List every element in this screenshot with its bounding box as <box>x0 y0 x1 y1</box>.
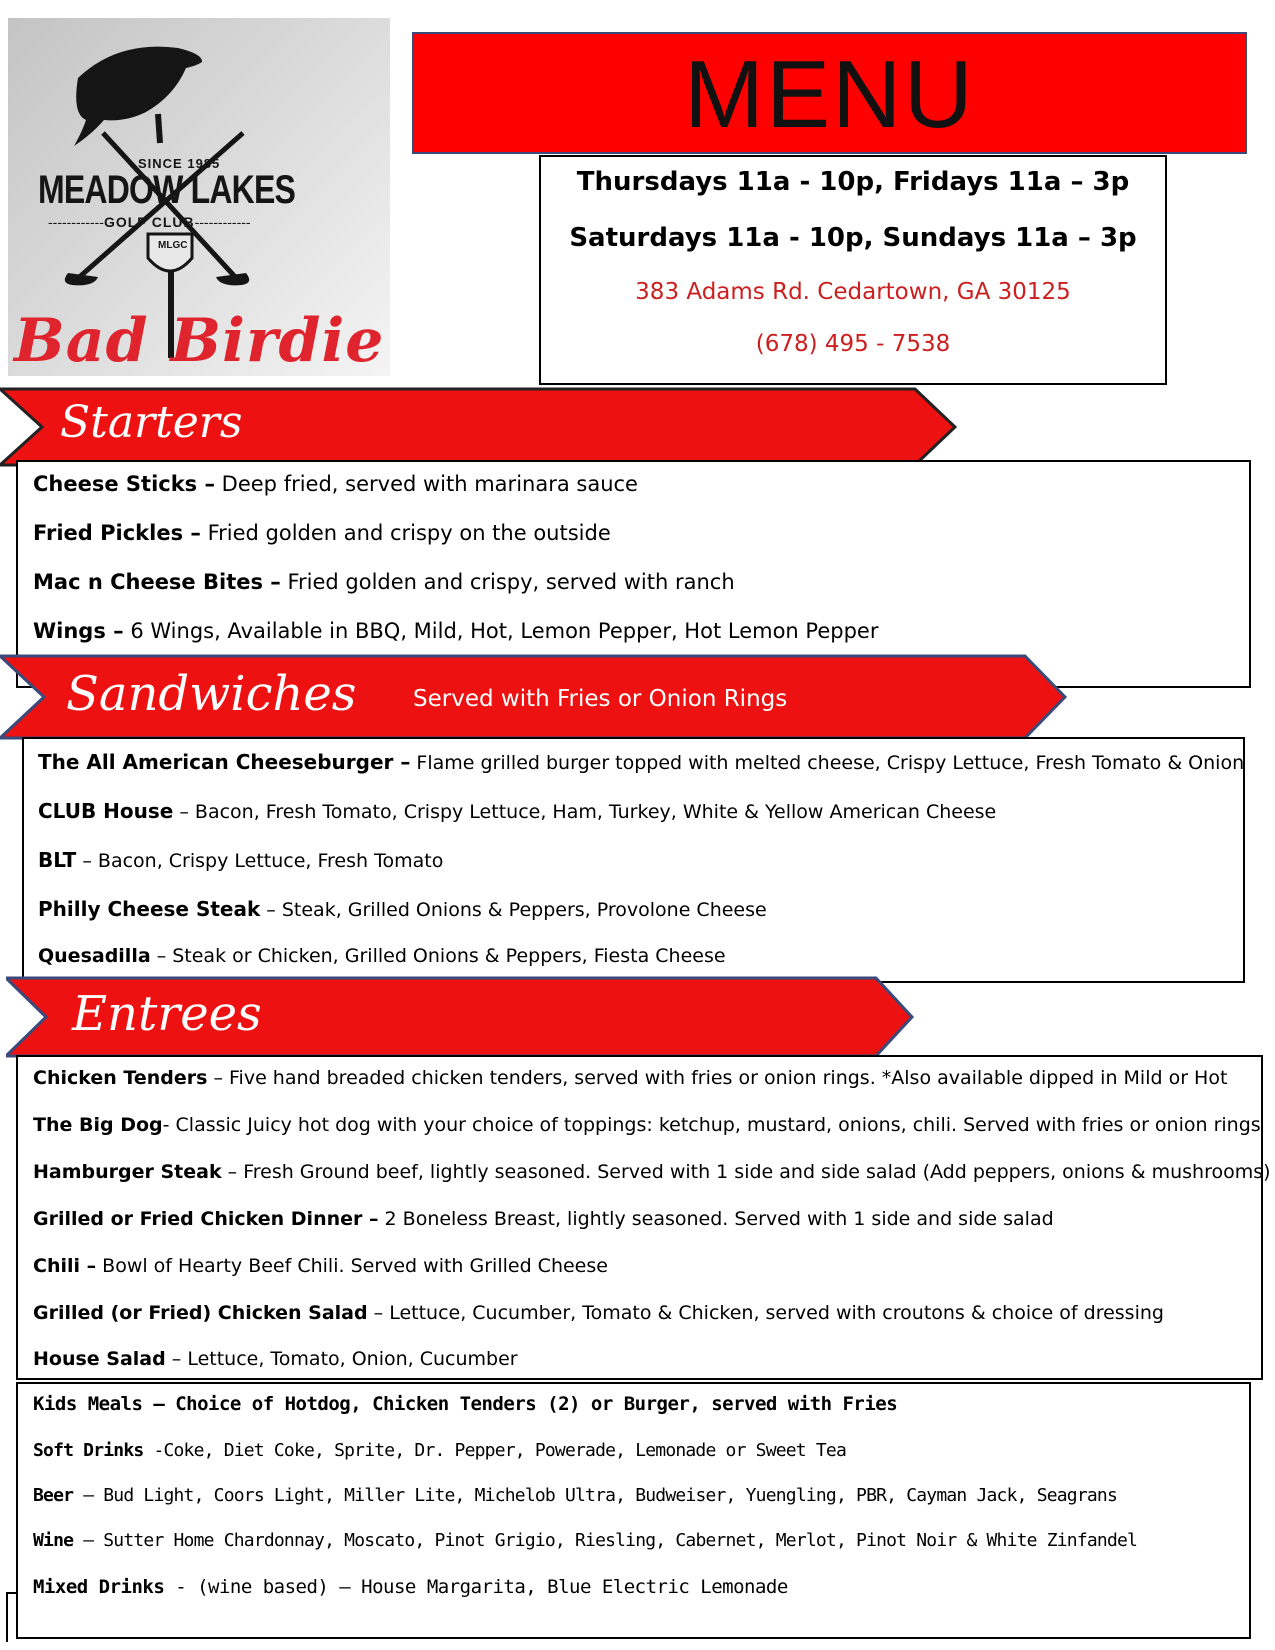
sandwiches-title: Sandwiches <box>66 666 357 722</box>
address-text: 383 Adams Rd. Cedartown, GA 30125 <box>635 279 1071 305</box>
page-title: MENU <box>684 41 975 148</box>
entree-item: Chicken Tenders – Five hand breaded chicken tenders, served with fries or onion rings. *Also available dipped in Mild or Hot <box>33 1067 1228 1089</box>
logo-badge-text: MLGC <box>158 240 188 251</box>
entree-item: Chili – Bowl of Hearty Beef Chili. Served with Grilled Cheese <box>33 1255 608 1277</box>
logo-golf-club-label: GOLF CLUB <box>103 214 195 230</box>
hours-box <box>539 155 1167 385</box>
logo-club-name: MEADOW LAKES <box>38 168 296 212</box>
hours-line-2: Saturdays 11a - 10p, Sundays 11a – 3p <box>569 223 1137 253</box>
extras-item: Kids Meals – Choice of Hotdog, Chicken Tenders (2) or Burger, served with Fries <box>33 1393 898 1415</box>
menu-title-banner <box>412 32 1247 154</box>
entree-item: Hamburger Steak – Fresh Ground beef, lightly seasoned. Served with 1 side and side salad (Add peppers, onions & mushrooms) <box>33 1161 1271 1183</box>
sandwich-item: BLT – Bacon, Crispy Lettuce, Fresh Tomato <box>38 848 444 872</box>
starter-item: Mac n Cheese Bites – Fried golden and crispy, served with ranch <box>33 570 735 594</box>
starter-item: Wings – 6 Wings, Available in BBQ, Mild, Hot, Lemon Pepper, Hot Lemon Pepper <box>33 619 879 643</box>
hours-line-1: Thursdays 11a - 10p, Fridays 11a – 3p <box>576 167 1130 197</box>
sandwich-item: CLUB House – Bacon, Fresh Tomato, Crispy Lettuce, Ham, Turkey, White & Yellow American Cheese <box>38 799 997 823</box>
entree-item: Grilled or Fried Chicken Dinner – 2 Boneless Breast, lightly seasoned. Served with 1 side and side salad <box>33 1208 1054 1230</box>
entree-item: House Salad – Lettuce, Tomato, Onion, Cucumber <box>33 1348 518 1370</box>
entrees-banner <box>6 976 916 1058</box>
starters-title: Starters <box>60 397 243 448</box>
extras-item: Soft Drinks -Coke, Diet Coke, Sprite, Dr. Pepper, Powerade, Lemonade or Sweet Tea <box>33 1440 846 1461</box>
starter-item: Cheese Sticks – Deep fried, served with marinara sauce <box>33 472 638 496</box>
starters-banner <box>0 387 960 467</box>
starter-item: Fried Pickles – Fried golden and crispy on the outside <box>33 521 611 545</box>
extras-item: Mixed Drinks - (wine based) – House Margarita, Blue Electric Lemonade <box>33 1576 788 1598</box>
phone-text: (678) 495 - 7538 <box>755 331 951 357</box>
logo-dashes-right: ------------ <box>194 214 251 230</box>
extras-item: Wine – Sutter Home Chardonnay, Moscato, Pinot Grigio, Riesling, Cabernet, Merlot, Pinot Noir & White Zinfandel <box>33 1530 1138 1551</box>
logo-dashes-left: ------------ <box>48 214 104 230</box>
logo-since-text: SINCE 1985 <box>138 156 221 171</box>
club-logo <box>8 18 390 376</box>
logo-golf-club-text <box>48 214 251 230</box>
sandwich-item: Philly Cheese Steak – Steak, Grilled Onions & Peppers, Provolone Cheese <box>38 897 767 921</box>
sandwich-item: Quesadilla – Steak or Chicken, Grilled Onions & Peppers, Fiesta Cheese <box>38 945 726 967</box>
sandwich-item: The All American Cheeseburger – Flame grilled burger topped with melted cheese, Crispy Lettuce, Fresh Tomato & Onion <box>38 750 1245 774</box>
logo-script-text: Bad Birdie <box>14 306 385 376</box>
entrees-title: Entrees <box>72 986 262 1042</box>
entree-item: The Big Dog- Classic Juicy hot dog with your choice of toppings: ketchup, mustard, onions, chili. Served with fries or onion rings <box>33 1114 1261 1136</box>
extras-box <box>16 1382 1251 1639</box>
entree-item: Grilled (or Fried) Chicken Salad – Lettuce, Cucumber, Tomato & Chicken, served with croutons & choice of dressing <box>33 1302 1164 1324</box>
extras-item: Beer – Bud Light, Coors Light, Miller Lite, Michelob Ultra, Budweiser, Yuengling, PBR, Cayman Jack, Seagrans <box>33 1485 1117 1506</box>
sandwiches-subtitle: Served with Fries or Onion Rings <box>413 686 788 712</box>
sandwiches-banner <box>0 654 1070 740</box>
